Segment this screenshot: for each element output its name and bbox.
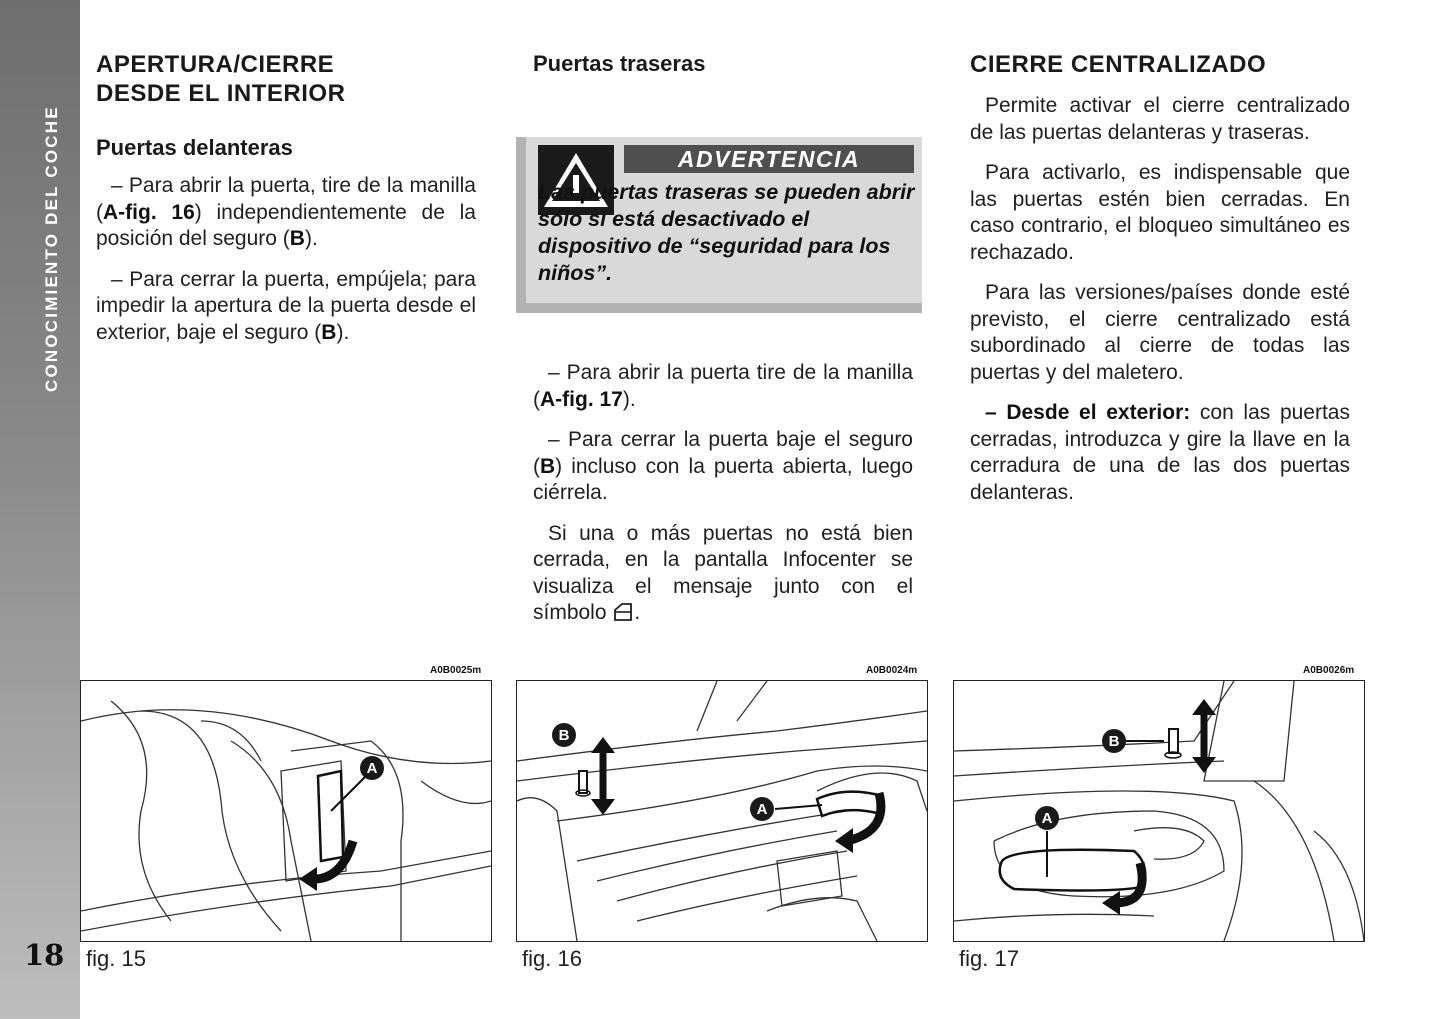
sidebar: [0, 0, 80, 1019]
open-door-icon: [612, 602, 634, 622]
section-heading: APERTURA/CIERRE DESDE EL INTERIOR: [96, 51, 346, 107]
svg-text:A: A: [366, 760, 378, 777]
svg-text:B: B: [1108, 733, 1120, 750]
svg-text:A: A: [1041, 810, 1053, 827]
paragraph-central-locking-1: Permite activar el cierre centralizado de las puertas delanteras y traseras.: [970, 94, 1350, 144]
callout-a: [750, 797, 774, 821]
svg-text:B: B: [558, 727, 570, 744]
paragraph-from-outside: – Desde el exterior: con las puertas cerradas, introduzca y gire la llave en la cerradura de una de las dos puertas delanteras.: [970, 401, 1350, 504]
callout-b: [552, 723, 576, 747]
paragraph-close-front-door: – Para cerrar la puerta, empújela; para impedir la apertura de la puerta desde el exterior, baje el seguro (B).: [96, 267, 476, 344]
subheading-front-doors: Puertas delanteras: [96, 135, 293, 160]
column-rear-doors-text: [533, 360, 915, 627]
figure-16: [516, 680, 928, 942]
warning-text: Las puertas traseras se pueden abrir sólo si está desactivado el dispositivo de “seguridad para los niños”.: [538, 180, 915, 285]
paragraph-central-locking-3: Para las versiones/países donde esté previsto, el cierre centralizado está subordinado al cierre de todas las puertas y del maletero.: [970, 281, 1350, 384]
figure-17: [953, 680, 1365, 942]
paragraph-open-front-door: – Para abrir la puerta, tire de la manilla (A-fig. 16) independientemente de la posición del seguro (B).: [96, 174, 476, 250]
central-locking-heading: CIERRE CENTRALIZADO: [970, 51, 1267, 78]
callout-a: [1035, 806, 1059, 830]
section-title: CONOCIMIENTO DEL COCHE: [42, 105, 61, 392]
paragraph-close-rear-door: – Para cerrar la puerta baje el seguro (B) incluso con la puerta abierta, luego ciérrela.: [533, 428, 913, 504]
column-front-doors: [96, 50, 478, 346]
figure-caption: fig. 15: [86, 946, 146, 971]
callout-b: [1102, 729, 1126, 753]
paragraph-central-locking-2: Para activarlo, es indispensable que las puertas estén bien cerradas. En caso contrario, el bloqueo simultáneo es rechazado.: [970, 161, 1350, 264]
callout-a: [360, 756, 384, 780]
warning-box: [516, 137, 922, 313]
figure-code: A0B0026m: [1303, 665, 1355, 676]
column-central-locking: [970, 50, 1352, 506]
column-rear-doors: [533, 50, 915, 77]
figure-code: A0B0024m: [866, 665, 918, 676]
figure-code: A0B0025m: [430, 665, 482, 676]
page-number: 18: [24, 938, 65, 972]
svg-text:A: A: [756, 801, 768, 818]
figure-caption: fig. 16: [522, 946, 582, 971]
paragraph-open-rear-door: – Para abrir la puerta tire de la manilla (A-fig. 17).: [533, 361, 913, 411]
warning-title: ADVERTENCIA: [624, 145, 914, 173]
paragraph-infocenter: Si una o más puertas no está bien cerrada, en la pantalla Infocenter se visualiza el mensaje junto con el símbolo .: [533, 521, 913, 624]
subheading-rear-doors: Puertas traseras: [533, 51, 706, 76]
figure-15: [80, 680, 492, 942]
figure-caption: fig. 17: [959, 946, 1019, 971]
